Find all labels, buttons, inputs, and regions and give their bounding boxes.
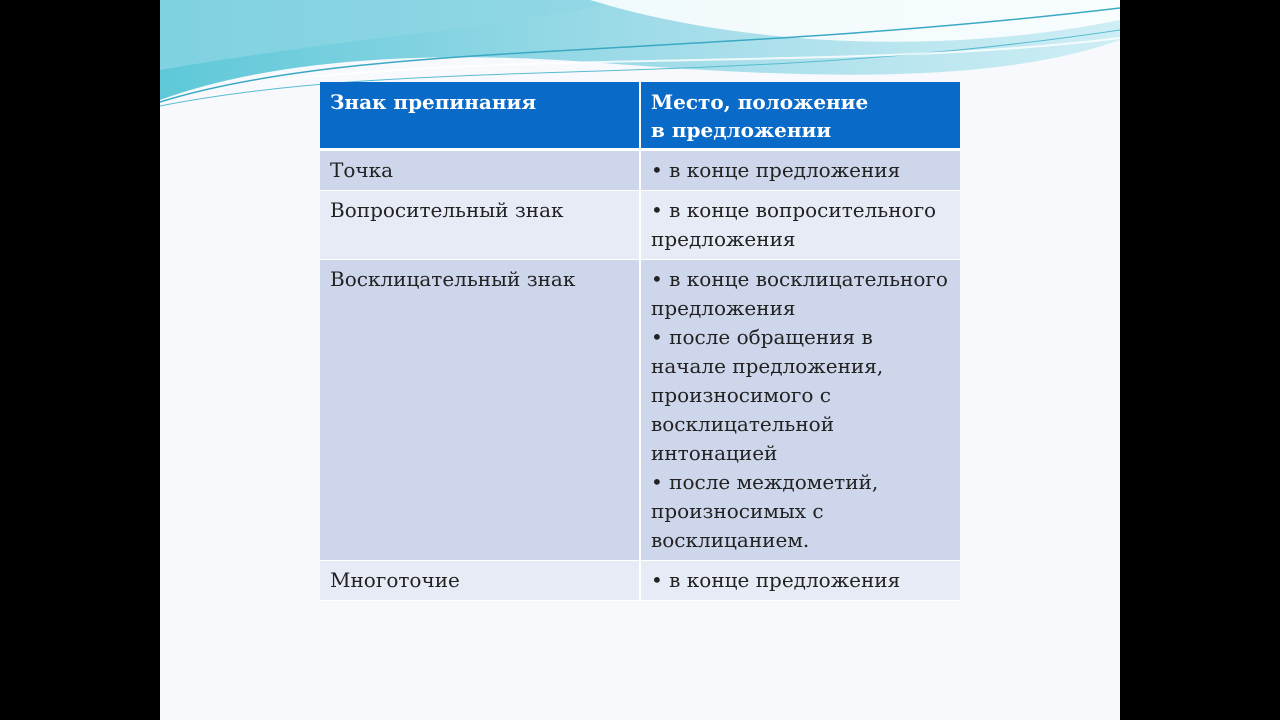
cell-position: • в конце вопросительного предложения	[640, 191, 960, 260]
cell-position: • в конце восклицательного предложения • после обращения в начале предложения, произносимого с восклицательной интонацией • после междометий, произносимых с восклицанием.	[640, 260, 960, 561]
table-header-row	[320, 82, 960, 150]
slide	[160, 0, 1120, 720]
cell-sign: Многоточие	[320, 561, 640, 601]
table-row	[320, 260, 960, 561]
header-position: Место, положение в предложении	[640, 82, 960, 150]
cell-sign: Восклицательный знак	[320, 260, 640, 561]
table-row	[320, 561, 960, 601]
table-row	[320, 191, 960, 260]
table-row	[320, 150, 960, 191]
punctuation-table	[320, 82, 960, 601]
cell-sign: Вопросительный знак	[320, 191, 640, 260]
cell-position: • в конце предложения	[640, 150, 960, 191]
cell-sign: Точка	[320, 150, 640, 191]
cell-position: • в конце предложения	[640, 561, 960, 601]
header-sign: Знак препинания	[320, 82, 640, 150]
